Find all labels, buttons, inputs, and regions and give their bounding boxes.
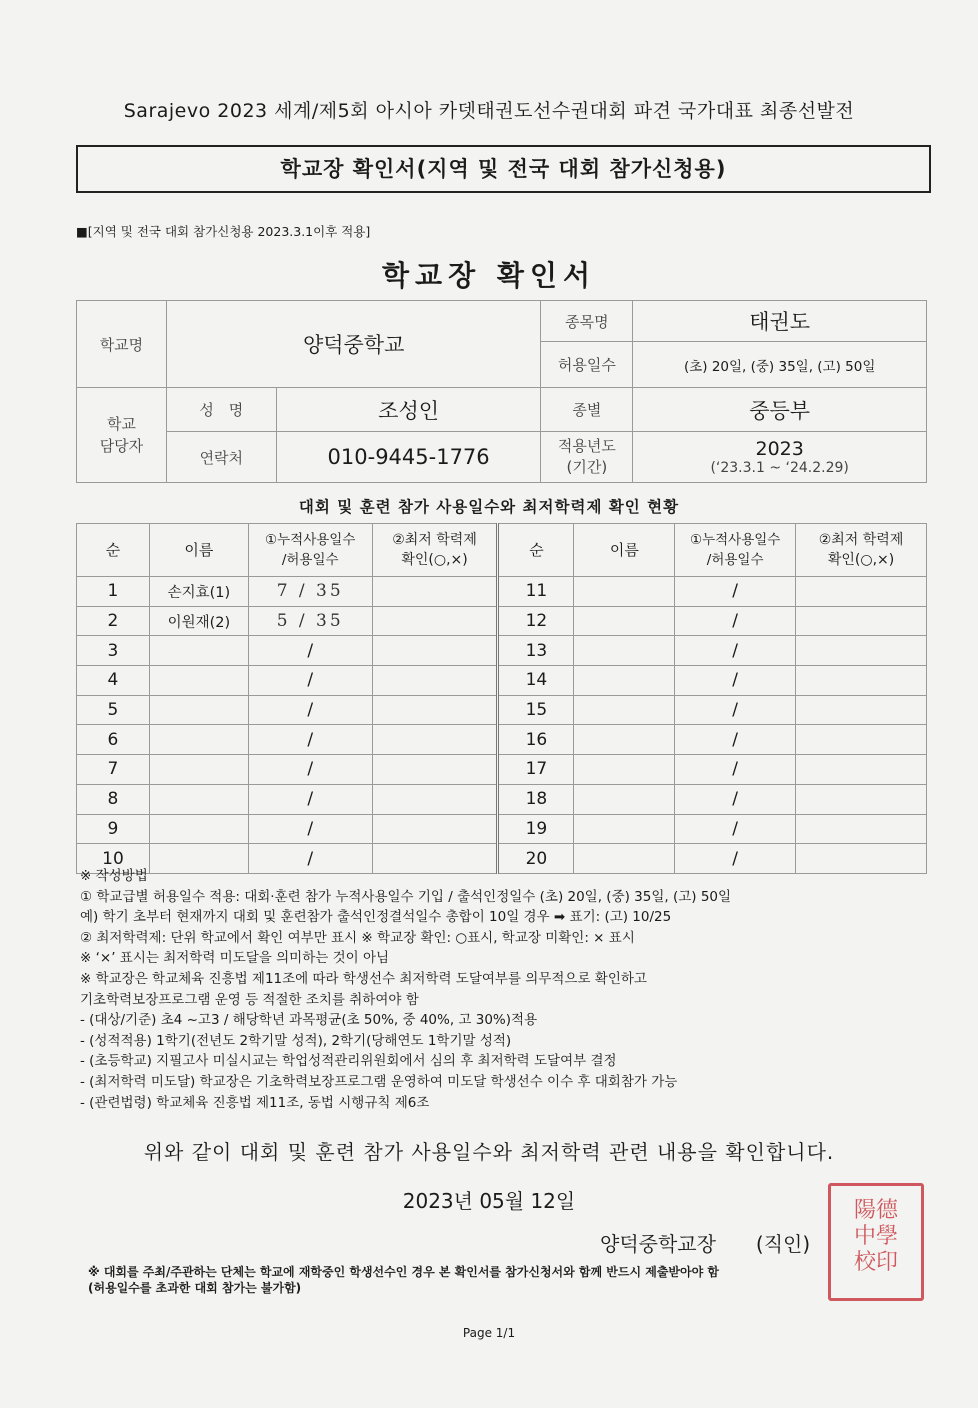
instruction-line: - (대상/기준) 초4 ~고3 / 해당학년 과목평균(초 50%, 중 40%, 고 30%)적용 [80,1012,538,1029]
usage-table [76,523,927,874]
row-number: 17 [498,755,574,785]
min-grade-check [372,636,498,666]
days-used: / [675,636,796,666]
min-grade-check [796,844,927,874]
days-used: / [675,695,796,725]
competition-title: Sarajevo 2023 세계/제5회 아시아 카뎃태권도선수권대회 파견 국가대표 최종선발전 [123,100,855,122]
min-grade-check [372,784,498,814]
student-name [574,695,675,725]
table-row [77,606,927,636]
min-grade-check [372,725,498,755]
manager-name: 조성인 [276,388,541,432]
form-box-title: 학교장 확인서(지역 및 전국 대회 참가신청용) [76,145,931,193]
signer: 양덕중학교장 (직인) [600,1232,811,1256]
student-name [149,666,248,696]
student-name [574,755,675,785]
table-row [77,814,927,844]
days-used: / [248,844,372,874]
contact-label: 연락처 [166,432,276,483]
days-used: / [248,814,372,844]
min-grade-check [796,606,927,636]
row-number: 11 [498,577,574,607]
days-used: / [248,725,372,755]
year-label: 적용년도 (기간) [541,432,633,483]
instruction-line: 기초학력보장프로그램 운영 등 적절한 조치를 취하여야 함 [80,991,419,1008]
instruction-line: ① 학교급별 허용일수 적용: 대회·훈련 참가 누적사용일수 기입 / 출석인정일수 (초) 20일, (중) 35일, (고) 50일 [80,888,732,905]
school-label: 학교명 [77,301,167,388]
row-number: 7 [77,755,150,785]
row-number: 18 [498,784,574,814]
col-no-header: 순 [77,524,150,577]
row-number: 14 [498,666,574,696]
student-name [149,814,248,844]
row-number: 2 [77,606,150,636]
min-grade-check [796,636,927,666]
days-used: / [675,606,796,636]
min-grade-check [372,666,498,696]
contact-value: 010-9445-1776 [276,432,541,483]
min-grade-check [372,695,498,725]
min-grade-check [796,695,927,725]
year-value: 2023 [755,438,804,460]
student-name [574,725,675,755]
days-used: / [248,784,372,814]
student-name [574,814,675,844]
instruction-line: - (최저학력 미도달) 학교장은 기초학력보장프로그램 운영하여 미도달 학생선수 이수 후 대회참가 가능 [80,1073,678,1090]
student-name: 이원재(2) [149,606,248,636]
row-number: 8 [77,784,150,814]
table-row [77,725,927,755]
min-grade-check [372,814,498,844]
instruction-line: ※ 작성방법 [80,868,148,884]
student-name [574,606,675,636]
days-used: 5 / 35 [248,606,372,636]
table-row [77,577,927,607]
student-name [149,725,248,755]
row-number: 4 [77,666,150,696]
days-used: / [675,577,796,607]
col-check-header: ②최저 학력제 확인(○,×) [372,524,498,577]
manager-label: 학교 담당자 [77,388,167,483]
instruction-line: 예) 학기 초부터 현재까지 대회 및 훈련참가 출석인정결석일수 총합이 10일 경우 ➡ 표기: (고) 10/25 [80,909,672,926]
student-name [574,666,675,696]
year-cell [633,432,927,483]
instruction-line: ② 최저학력제: 단위 학교에서 확인 여부만 표시 ※ 학교장 확인: ○표시, 학교장 미확인: × 표시 [80,929,635,946]
name-label: 성 명 [166,388,276,432]
days-used: / [675,755,796,785]
event-label: 종목명 [541,301,633,342]
student-name [149,755,248,785]
row-number: 1 [77,577,150,607]
instruction-line: ※ 학교장은 학교체육 진흥법 제11조에 따라 학생선수 최저학력 도달여부를 의무적으로 확인하고 [80,970,647,987]
row-number: 15 [498,695,574,725]
days-used: / [675,666,796,696]
row-number: 12 [498,606,574,636]
row-number: 10 [77,844,150,874]
row-number: 5 [77,695,150,725]
student-name [149,784,248,814]
student-name [149,636,248,666]
min-grade-check [796,725,927,755]
issue-date: 2023년 05월 12일 [402,1189,576,1213]
student-name [574,784,675,814]
days-used: / [675,814,796,844]
col-name-header: 이름 [149,524,248,577]
row-number: 20 [498,844,574,874]
category-value: 중등부 [633,388,927,432]
instruction-line: ※ ‘×’ 표시는 최저학력 미도달을 의미하는 것이 아님 [80,950,390,967]
student-name: 손지효(1) [149,577,248,607]
days-used: / [248,636,372,666]
row-number: 9 [77,814,150,844]
page-number: Page 1/1 [462,1326,516,1340]
col-name-header-right: 이름 [574,524,675,577]
table-row [77,695,927,725]
row-number: 13 [498,636,574,666]
student-name [149,695,248,725]
document-title: 학교장 확인서 [381,259,597,292]
min-grade-check [796,784,927,814]
min-grade-check [372,606,498,636]
days-used: / [248,666,372,696]
student-name [574,636,675,666]
instruction-line: - (성적적용) 1학기(전년도 2학기말 성적), 2학기(당해연도 1학기말 성적) [80,1032,512,1049]
row-number: 16 [498,725,574,755]
official-seal-stamp: 陽德 中學 校印 [828,1183,924,1301]
days-used: / [675,725,796,755]
row-number: 6 [77,725,150,755]
days-used: / [248,755,372,785]
instructions [80,866,731,1113]
instruction-line: - (관련법령) 학교체육 진흥법 제11조, 동법 시행규칙 제6조 [80,1094,430,1111]
min-grade-check [372,577,498,607]
min-grade-check [372,755,498,785]
footer-note: ※ 대회를 주최/주관하는 단체는 학교에 재학중인 학생선수인 경우 본 확인서를 참가신청서와 함께 반드시 제출받아야 함 (허용일수를 초과한 대회 참가는 불가함) [88,1265,719,1295]
min-grade-check [796,814,927,844]
student-name [574,577,675,607]
row-number: 19 [498,814,574,844]
table-row [77,784,927,814]
days-used: / [248,695,372,725]
days-used: / [675,784,796,814]
status-table-title: 대회 및 훈련 참가 사용일수와 최저학력제 확인 현황 [298,498,680,516]
min-grade-check [796,577,927,607]
min-grade-check [796,755,927,785]
days-used: / [675,844,796,874]
instruction-line: - (초등학교) 지필고사 미실시교는 학업성적관리위원회에서 심의 후 최저학력 도달여부 결정 [80,1053,617,1070]
col-days-header: ①누적사용일수 /허용일수 [248,524,372,577]
col-no-header-right: 순 [498,524,574,577]
min-grade-check [796,666,927,696]
allow-days-value: (초) 20일, (중) 35일, (고) 50일 [633,342,927,388]
info-table [76,300,927,483]
category-label: 종별 [541,388,633,432]
table-row [77,636,927,666]
table-row [77,666,927,696]
table-row [77,755,927,785]
row-number: 3 [77,636,150,666]
event-value: 태권도 [633,301,927,342]
confirmation-statement: 위와 같이 대회 및 훈련 참가 사용일수와 최저학력 관련 내용을 확인합니다. [143,1140,835,1164]
period-value: (‘23.3.1 ~ ‘24.2.29) [710,460,849,476]
school-value: 양덕중학교 [166,301,541,388]
applicability-note: ■[지역 및 전국 대회 참가신청용 2023.3.1이후 적용] [76,224,371,239]
col-days-header-right: ①누적사용일수 /허용일수 [675,524,796,577]
col-check-header-right: ②최저 학력제 확인(○,×) [796,524,927,577]
days-used: 7 / 35 [248,577,372,607]
allow-days-label: 허용일수 [541,342,633,388]
